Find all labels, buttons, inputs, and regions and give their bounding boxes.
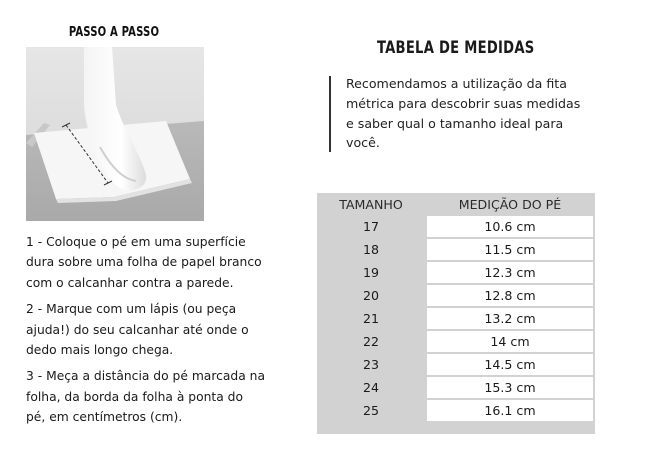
row-measure: 14 cm <box>427 331 593 352</box>
table-row <box>317 354 595 376</box>
table-row <box>317 239 595 261</box>
header-size: TAMANHO <box>339 197 403 212</box>
table-row <box>317 400 595 422</box>
row-measure: 13.2 cm <box>427 308 593 329</box>
foot-measurement-photo <box>26 47 204 221</box>
header-measure: MEDIÇÃO DO PÉ <box>458 197 562 212</box>
intro-text: Recomendamos a utilização da fita métrica para descobrir suas medidas e saber qual o tamanho ideal para você. <box>346 76 581 151</box>
row-size: 23 <box>362 357 380 372</box>
row-measure: 12.3 cm <box>427 262 593 283</box>
row-size: 22 <box>362 334 380 349</box>
row-measure: 15.3 cm <box>427 377 593 398</box>
row-size: 24 <box>362 380 380 395</box>
row-measure: 16.1 cm <box>427 400 593 421</box>
row-measure: 10.6 cm <box>427 216 593 237</box>
size-table <box>317 193 595 434</box>
table-row <box>317 377 595 399</box>
row-measure: 14.5 cm <box>427 354 593 375</box>
row-size: 19 <box>362 265 380 280</box>
row-size: 20 <box>362 288 380 303</box>
row-measure: 12.8 cm <box>427 285 593 306</box>
intro-accent-bar <box>329 76 331 152</box>
row-size: 18 <box>362 242 380 257</box>
table-row <box>317 331 595 353</box>
step-by-step-title: PASSO A PASSO <box>68 25 160 40</box>
table-row <box>317 285 595 307</box>
row-measure: 11.5 cm <box>427 239 593 260</box>
step-1-text: 1 - Coloque o pé em uma superfície dura sobre uma folha de papel branco com o calcanhar contra a parede. <box>26 235 262 290</box>
table-row <box>317 262 595 284</box>
instruction-steps <box>26 232 266 434</box>
row-size: 17 <box>362 219 380 234</box>
size-table-title: TABELA DE MEDIDAS <box>377 38 535 58</box>
table-row <box>317 308 595 330</box>
table-row <box>317 216 595 238</box>
step-3-text: 3 - Meça a distância do pé marcada na folha, da borda da folha à ponta do pé, em centímetros (cm). <box>26 369 265 425</box>
row-size: 21 <box>362 311 380 326</box>
step-2-text: 2 - Marque com um lápis (ou peça ajuda!) do seu calcanhar até onde o dedo mais longo chega. <box>26 302 249 358</box>
row-size: 25 <box>362 403 380 418</box>
table-header <box>317 193 595 216</box>
